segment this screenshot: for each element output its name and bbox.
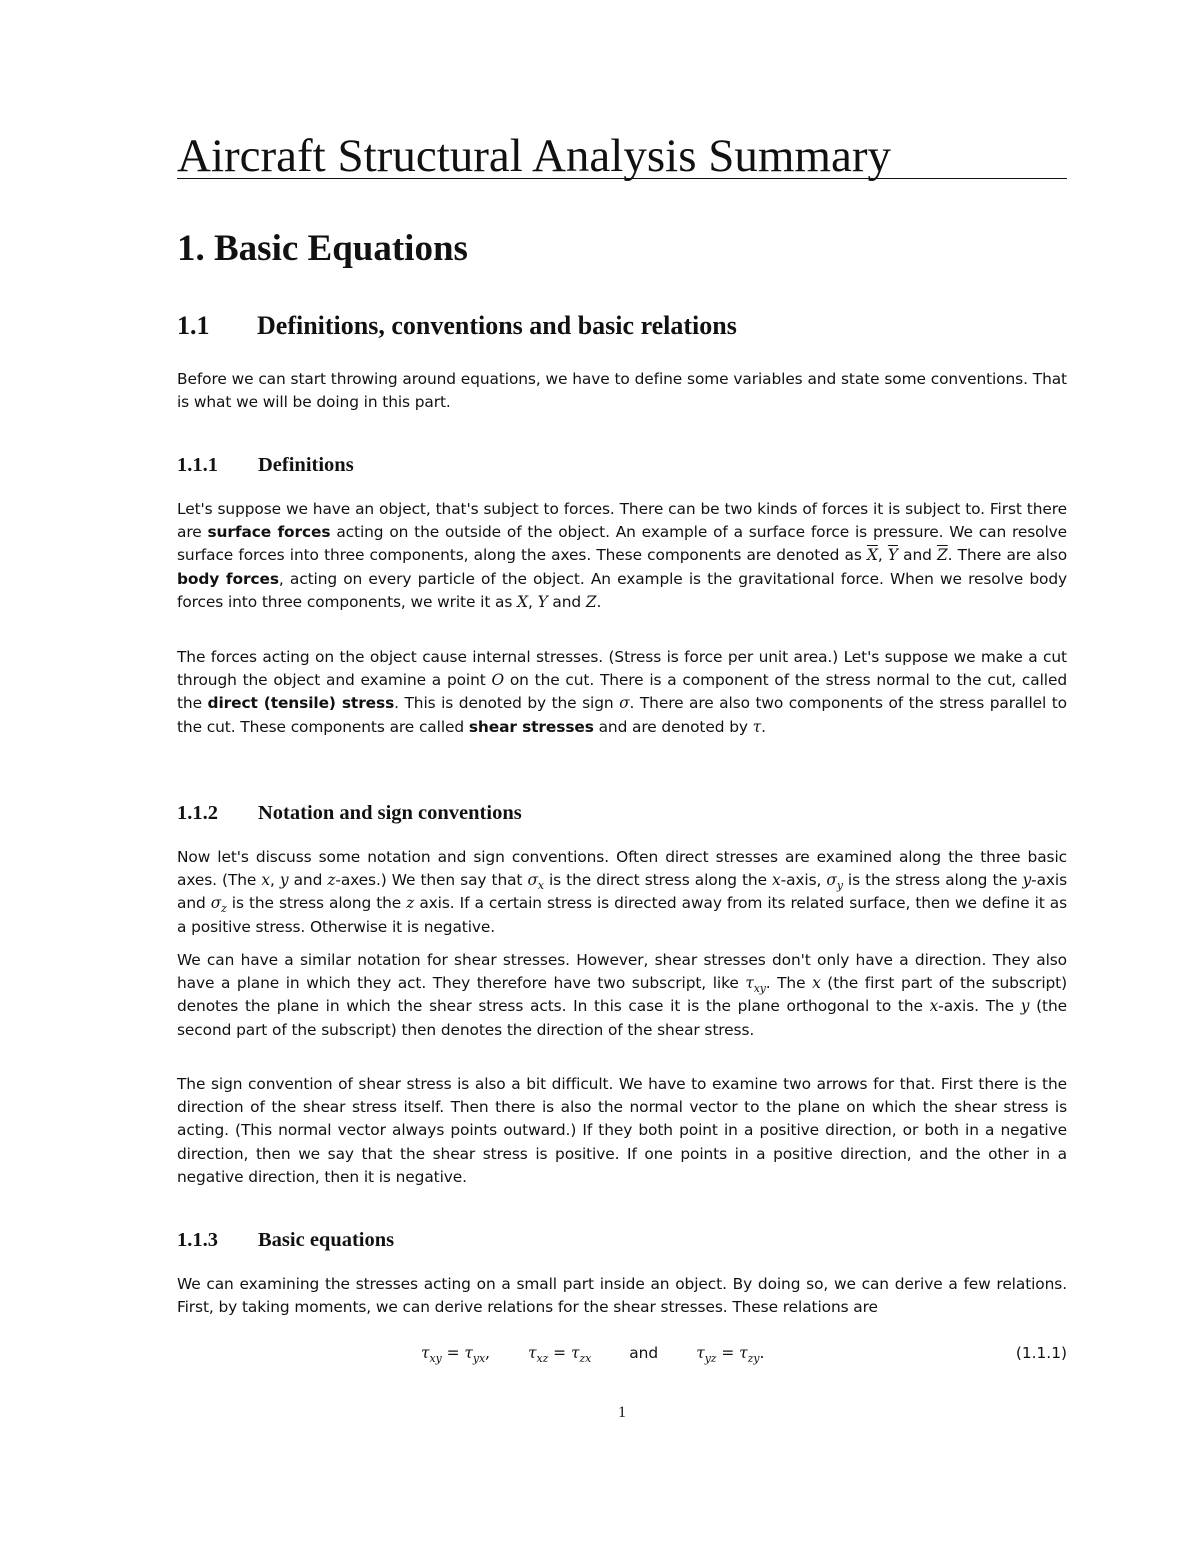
equation-and: and xyxy=(629,1344,659,1362)
notation-paragraph-2: We can have a similar notation for shear stresses. However, shear stresses don't only have a direction. They also have a plane in which they act. They therefore have two subscript, like $\tau_{xy}$. The x (the first part of the subscript) denotes the plane in which the shear stress acts. In this case it is the plane orthogonal to the x-axis. The y (the second part of the subscript) then denotes the direction of the shear stress. xyxy=(177,951,1068,1039)
section-heading xyxy=(177,310,737,342)
definitions-paragraph-1: Let's suppose we have an object, that's subject to forces. There can be two kinds of forces it is subject to. First there are surface forces acting on the outside of the object. An example of a surface force is pressure. We can resolve surface forces into three components, along the axes. These components are denoted as $\overline{X}$, $\overline{Y}$ and $\overline{Z}$. There are also body forces, acting on every particle of the object. An example is the gravitational force. When we resolve body forces into three components, we write it as X, Y and Z. xyxy=(177,500,1068,611)
equation-number: (1.1.1) xyxy=(1015,1344,1067,1362)
intro-paragraph: Before we can start throwing around equations, we have to define some variables and state some conventions. That is what we will be doing in this part. xyxy=(177,370,1067,412)
term-shear-stresses: shear stresses xyxy=(468,717,594,736)
subsection-heading-definitions xyxy=(177,452,354,478)
subsection-number: 1.1.2 xyxy=(177,802,218,824)
subsection-heading-notation xyxy=(177,800,522,826)
subsection-title: Notation and sign conventions xyxy=(258,802,522,824)
subsection-title: Definitions xyxy=(258,454,354,476)
term-surface-forces: surface forces xyxy=(207,523,331,542)
subsection-title: Basic equations xyxy=(258,1229,395,1251)
term-direct-stress: direct (tensile) stress xyxy=(207,694,395,713)
definitions-paragraph-2: The forces acting on the object cause internal stresses. (Stress is force per unit area.) Let's suppose we make a cut through the object and examine a point O on the cut. There is a component of the stress normal to the cut, called the direct (tensile) stress. This is denoted by the sign σ. There are also two components of the stress parallel to the cut. These components are called shear stresses and are denoted by τ. xyxy=(177,648,1067,736)
subsection-number: 1.1.1 xyxy=(177,454,218,476)
section-title: Definitions, conventions and basic relations xyxy=(257,311,737,340)
notation-paragraph-1: Now let's discuss some notation and sign conventions. Often direct stresses are examined along the three basic axes. (The x, y and z-axes.) We then say that $\sigma_x$ is the direct stress along the x-axis, $\sigma_y$ is the stress along the y-axis and $\sigma_z$ is the stress along the z axis. If a certain stress is directed away from its related surface, then we define it as a positive stress. Otherwise it is negative. xyxy=(177,848,1067,936)
document-title: Aircraft Structural Analysis Summary xyxy=(177,130,891,182)
page-number: 1 xyxy=(618,1404,626,1421)
equation-body: $\tau_{xy} = \tau_{yx}$, $\tau_{xz} = \tau_{zx}$ and $\tau_{yz} = \tau_{zy}$. xyxy=(421,1344,765,1366)
title-underline xyxy=(177,178,1067,179)
chapter-heading xyxy=(177,226,468,272)
chapter-title: Basic Equations xyxy=(214,228,468,269)
equation-1-1-1 xyxy=(177,1340,1067,1366)
section-number: 1.1 xyxy=(177,311,210,340)
basic-equations-paragraph: We can examining the stresses acting on a small part inside an object. By doing so, we can derive a few relations. First, by taking moments, we can derive relations for the shear stresses. These relations are xyxy=(177,1275,1067,1317)
term-body-forces: body forces xyxy=(177,569,279,588)
notation-paragraph-3: The sign convention of shear stress is also a bit difficult. We have to examine two arrows for that. First there is the direction of the shear stress itself. Then there is also the normal vector to the plane on which the shear stress is acting. (This normal vector always points outward.) If they both point in a positive direction, or both in a negative direction, then we say that the shear stress is positive. If one points in a positive direction, and the other in a negative direction, then it is negative. xyxy=(177,1075,1067,1186)
subsection-number: 1.1.3 xyxy=(177,1229,218,1251)
subsection-heading-basic-equations xyxy=(177,1227,394,1253)
chapter-number: 1. xyxy=(177,228,205,269)
